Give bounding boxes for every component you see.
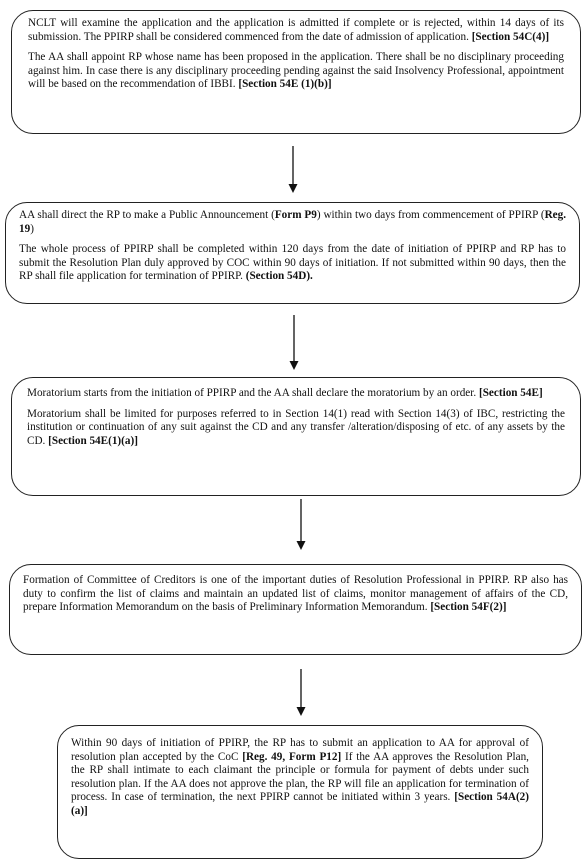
step-box-committee-of-creditors [9,564,582,655]
down-arrow-icon [286,146,300,194]
step-paragraph [27,387,565,401]
down-arrow-icon [294,669,308,717]
paragraph-text: AA shall direct the RP to make a Public Announcement ( [19,209,275,221]
step-box-resolution-plan [57,725,543,859]
paragraph-text: Moratorium starts from the initiation of PPIRP and the AA shall declare the moratorium by an order. [27,387,479,399]
paragraph-text: ) within two days from commencement of PPIRP ( [316,209,545,221]
section-reference: [Section 54C(4)] [471,30,550,43]
paragraph-text: The AA shall appoint RP whose name has been proposed in the application. There shall be no disciplinary proceeding against him. In case there is any disciplinary proceeding pending against the said Insolvency Professional, appointment will be based on the recommendation of IBBI. [28,51,564,91]
step-paragraph [23,574,568,615]
paragraph-text: NCLT will examine the application and the application is admitted if complete or is rejected, within 14 days of its submission. The PPIRP shall be considered commenced from the date of admission of application. [28,17,564,43]
paragraph-text: Within 90 days of initiation of PPIRP, the RP has to submit an application to AA for approval of resolution plan accepted by the CoC [71,737,529,763]
step-paragraph [71,737,529,819]
step-box-admission [11,10,581,134]
regulation-reference: [Reg. 49, Form P12] [242,750,342,763]
step-paragraph [19,209,566,236]
step-box-public-announcement [5,202,580,304]
down-arrow-icon [294,499,308,551]
step-paragraph [27,408,565,449]
regulation-reference: Reg. 19 [19,209,567,235]
section-reference: [Section 54E] [478,387,543,399]
down-arrow-icon [287,315,301,371]
paragraph-text: The whole process of PPIRP shall be completed within 120 days from the date of initiation of PPIRP and RP has to submit the Resolution Plan duly approved by COC within 90 days of initiation. If not submitted within 90 days, then the RP shall file application for termination of PPIRP. [19,243,566,283]
section-reference: [Section 54F(2)] [430,601,507,614]
paragraph-text: If the AA approves the Resolution Plan, the RP shall intimate to each claimant the principle or formula for payment of debts under such resolution plan. If the AA does not approve the plan, the RP will file an application for termination of process. In case of termination, the next PPIRP cannot be initiated within 3 years. [71,750,529,804]
paragraph-text: Moratorium shall be limited for purposes referred to in Section 14(1) read with Section 14(3) of IBC, restricting the institution or continuation of any suit against the CD and any transfer /alteration/disposing of etc. of any assets by the CD. [27,407,565,447]
paragraph-text: ) [30,222,34,235]
step-paragraph [28,51,564,92]
step-paragraph [19,243,566,284]
section-reference: (Section 54D). [245,270,313,283]
section-reference: [Section 54E (1)(b)] [238,78,332,91]
step-box-moratorium [11,377,581,496]
step-paragraph [28,17,564,44]
paragraph-text: Formation of Committee of Creditors is one of the important duties of Resolution Professional in PPIRP. RP also has duty to confirm the list of claims and maintain an updated list of claims, monitor management of affairs of the CD, prepare Information Memorandum on the basis of Preliminary Information Memorandum. [23,574,568,614]
section-reference: [Section 54E(1)(a)] [48,434,138,447]
section-reference: [Section 54A(2)(a)] [71,791,529,817]
form-reference: Form P9 [274,209,317,221]
